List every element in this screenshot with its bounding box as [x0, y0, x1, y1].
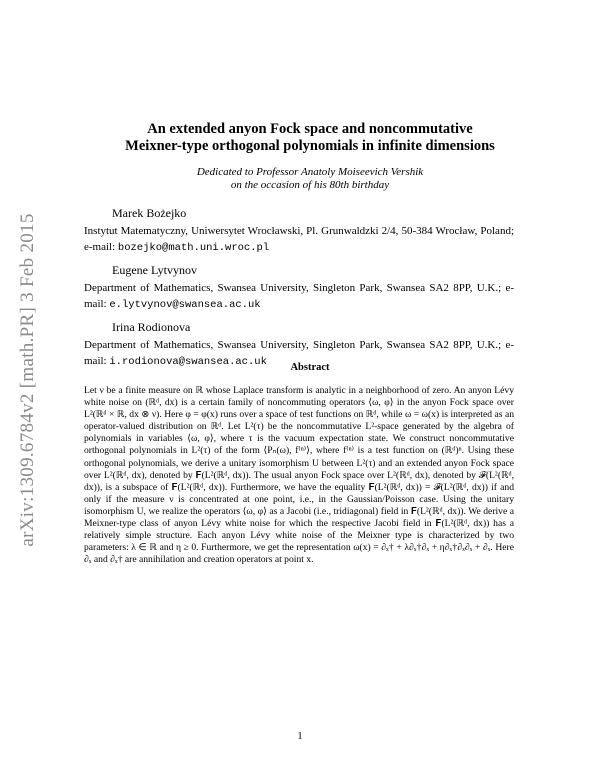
- author-block: [84, 205, 514, 256]
- dedication: [60, 166, 560, 192]
- author-email-link[interactable]: i.rodionova@swansea.ac.uk: [109, 356, 267, 368]
- dedication-line-2: on the occasion of his 80th birthday: [230, 179, 390, 191]
- author-block: [84, 262, 514, 313]
- title-line-1: An extended anyon Fock space and noncommutative: [147, 121, 473, 137]
- author-name: Eugene Lytvynov: [112, 263, 197, 277]
- dedication-line-1: Dedicated to Professor Anatoly Moiseevich Vershik: [196, 166, 424, 178]
- author-email-link[interactable]: bozejko@math.uni.wroc.pl: [117, 242, 270, 254]
- abstract-heading: Abstract: [290, 362, 330, 373]
- author-affiliation: [84, 280, 514, 313]
- page-number: 1: [297, 731, 303, 742]
- abstract-paragraph: Let ν be a finite measure on ℝ whose Laplace transform is analytic in a neighborhood of zero. An anyon Lévy white noise on (ℝᵈ, dx) is a certain family of noncommuting operators ⟨ω, φ⟩ in the anyon Fock space over L²(ℝᵈ × ℝ, dx ⊗ ν). Here φ = φ(x) runs over a space of test functions on ℝᵈ, while ω = ω(x) is interpreted as an operator-valued distribution on ℝᵈ. Let L²(τ) be the noncommutative L²-space generated by the algebra of polynomials in variables ⟨ω, φ⟩, where τ is the vacuum expectation state. We construct noncommutative orthogonal polynomials in L²(τ) of the form ⟨Pₙ(ω), f⁽ⁿ⁾⟩, where f⁽ⁿ⁾ is a test function on (ℝᵈ)ⁿ. Using these orthogonal polynomials, we derive a unitary isomorphism U between L²(τ) and an extended anyon Fock space over L²(ℝᵈ, dx), denoted by 𝐅(L²(ℝᵈ, dx)). The usual anyon Fock space over L²(ℝᵈ, dx), denoted by 𝓕(L²(ℝᵈ, dx)), is a subspace of 𝐅(L²(ℝᵈ, dx)). Furthermore, we have the equality 𝐅(L²(ℝᵈ, dx)) = 𝓕(L²(ℝᵈ, dx)) if and only if the measure ν is concentrated at one point, i.e., in the Gaussian/Poisson case. Using the unitary isomorphism U, we realize the operators ⟨ω, φ⟩ as a Jacobi (i.e., tridiagonal) field in 𝐅(L²(ℝᵈ, dx)). We derive a Meixner-type class of anyon Lévy white noise for which the respective Jacobi field in 𝐅(L²(ℝᵈ, dx)) has a relatively simple structure. Each anyon Lévy white noise of the Meixner type is characterized by two parameters: λ ∈ ℝ and η ≥ 0. Furthermore, we get the representation ω(x) = ∂ₓ† + λ∂ₓ†∂ₓ + η∂ₓ†∂ₓ∂ₓ + ∂ₓ. Here ∂ₓ and ∂ₓ† are annihilation and creation operators at point x.: [84, 385, 514, 566]
- author-name: Irina Rodionova: [112, 320, 191, 334]
- arxiv-identifier-text: arXiv:1309.6784v2 [math.PR] 3 Feb 2015: [17, 213, 38, 547]
- title-line-2: Meixner-type orthogonal polynomials in infinite dimensions: [125, 138, 495, 154]
- affiliation-text: Instytut Matematyczny, Uniwersytet Wrocławski, Pl. Grunwaldzki 2/4, 50-384 Wrocław, Poland; e-mail:: [84, 225, 514, 253]
- abstract-body: [84, 385, 514, 566]
- affiliation-text: Department of Mathematics, Swansea University, Singleton Park, Swansea SA2 8PP, U.K.; e-mail:: [84, 282, 514, 310]
- arxiv-identifier-stamp: [8, 180, 48, 580]
- author-name: Marek Bożejko: [112, 206, 187, 220]
- paper-title: [60, 121, 560, 155]
- author-list: [84, 205, 514, 376]
- affiliation-text: Department of Mathematics, Swansea University, Singleton Park, Swansea SA2 8PP, U.K.; e-mail:: [84, 339, 514, 367]
- author-email-link[interactable]: e.lytvynov@swansea.ac.uk: [109, 299, 261, 311]
- author-affiliation: [84, 223, 514, 256]
